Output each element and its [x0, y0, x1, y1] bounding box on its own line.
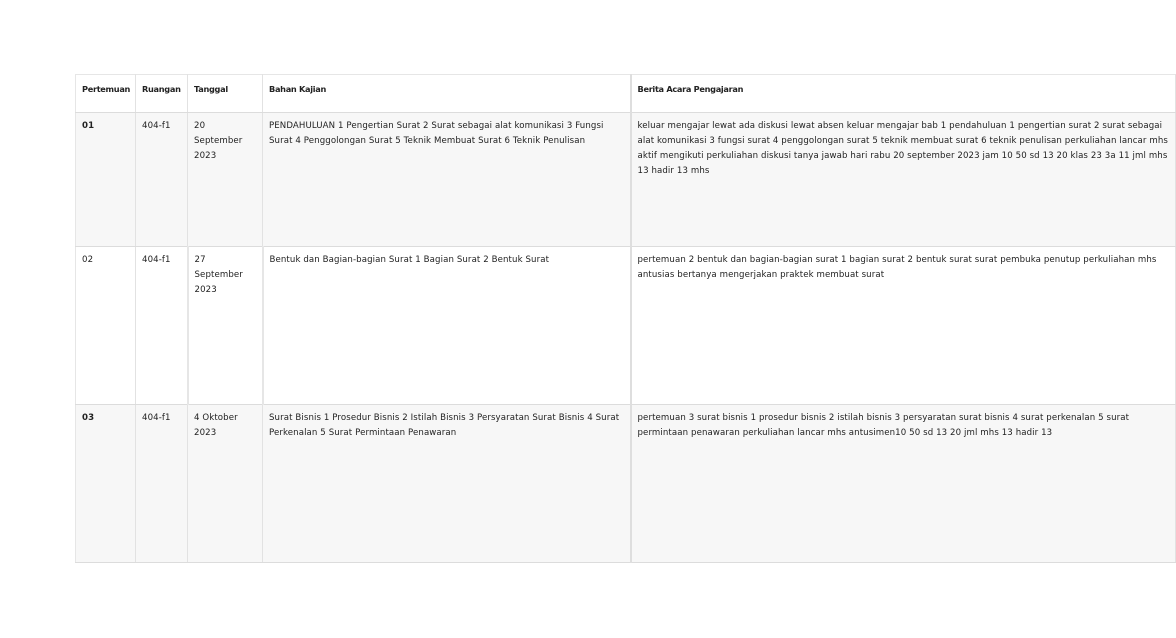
cell-bahan-kajian: PENDAHULUAN 1 Pengertian Surat 2 Surat sebagai alat komunikasi 3 Fungsi Surat 4 Penggolongan Surat 5 Teknik Membuat Surat 6 Teknik Penulisan: [263, 113, 631, 247]
cell-ruangan: 404-f1: [136, 247, 188, 405]
table-row: [76, 113, 1176, 247]
cell-pertemuan: 02: [76, 247, 136, 405]
table-row: [76, 247, 1176, 405]
cell-tanggal: 4 Oktober 2023: [188, 405, 263, 563]
cell-ruangan: 404-f1: [136, 405, 188, 563]
cell-berita-acara: pertemuan 2 bentuk dan bagian-bagian surat 1 bagian surat 2 bentuk surat surat pembuka penutup perkuliahan mhs antusias bertanya mengerjakan praktek membuat surat: [631, 247, 1176, 405]
cell-pertemuan: 01: [76, 113, 136, 247]
header-tanggal: Tanggal: [188, 75, 263, 113]
cell-bahan-kajian: Surat Bisnis 1 Prosedur Bisnis 2 Istilah Bisnis 3 Persyaratan Surat Bisnis 4 Surat Perkenalan 5 Surat Permintaan Penawaran: [263, 405, 631, 563]
teaching-log-table: [75, 74, 1176, 563]
cell-berita-acara: pertemuan 3 surat bisnis 1 prosedur bisnis 2 istilah bisnis 3 persyaratan surat bisnis 4 surat perkenalan 5 surat permintaan penawaran perkuliahan lancar mhs antusimen10 50 sd 13 20 jml mhs 13 hadir 13: [631, 405, 1176, 563]
table-header-row: [76, 75, 1176, 113]
cell-tanggal: 20 September 2023: [188, 113, 263, 247]
header-ruangan: Ruangan: [136, 75, 188, 113]
cell-pertemuan: 03: [76, 405, 136, 563]
cell-berita-acara: keluar mengajar lewat ada diskusi lewat absen keluar mengajar bab 1 pendahuluan 1 pengertian surat 2 surat sebagai alat komunikasi 3 fungsi surat 4 penggolongan surat 5 teknik membuat surat 6 teknik penulisan perkuliahan lancar mhs aktif mengikuti perkuliahan diskusi tanya jawab hari rabu 20 september 2023 jam 10 50 sd 13 20 klas 23 3a 11 jml mhs 13 hadir 13 mhs: [631, 113, 1176, 247]
table-row: [76, 405, 1176, 563]
cell-tanggal: 27 September 2023: [188, 247, 263, 405]
header-berita-acara: Berita Acara Pengajaran: [631, 75, 1176, 113]
cell-bahan-kajian: Bentuk dan Bagian-bagian Surat 1 Bagian Surat 2 Bentuk Surat: [263, 247, 631, 405]
header-bahan-kajian: Bahan Kajian: [263, 75, 631, 113]
teaching-log-table-container: [75, 74, 1168, 562]
cell-ruangan: 404-f1: [136, 113, 188, 247]
header-pertemuan: Pertemuan: [76, 75, 136, 113]
